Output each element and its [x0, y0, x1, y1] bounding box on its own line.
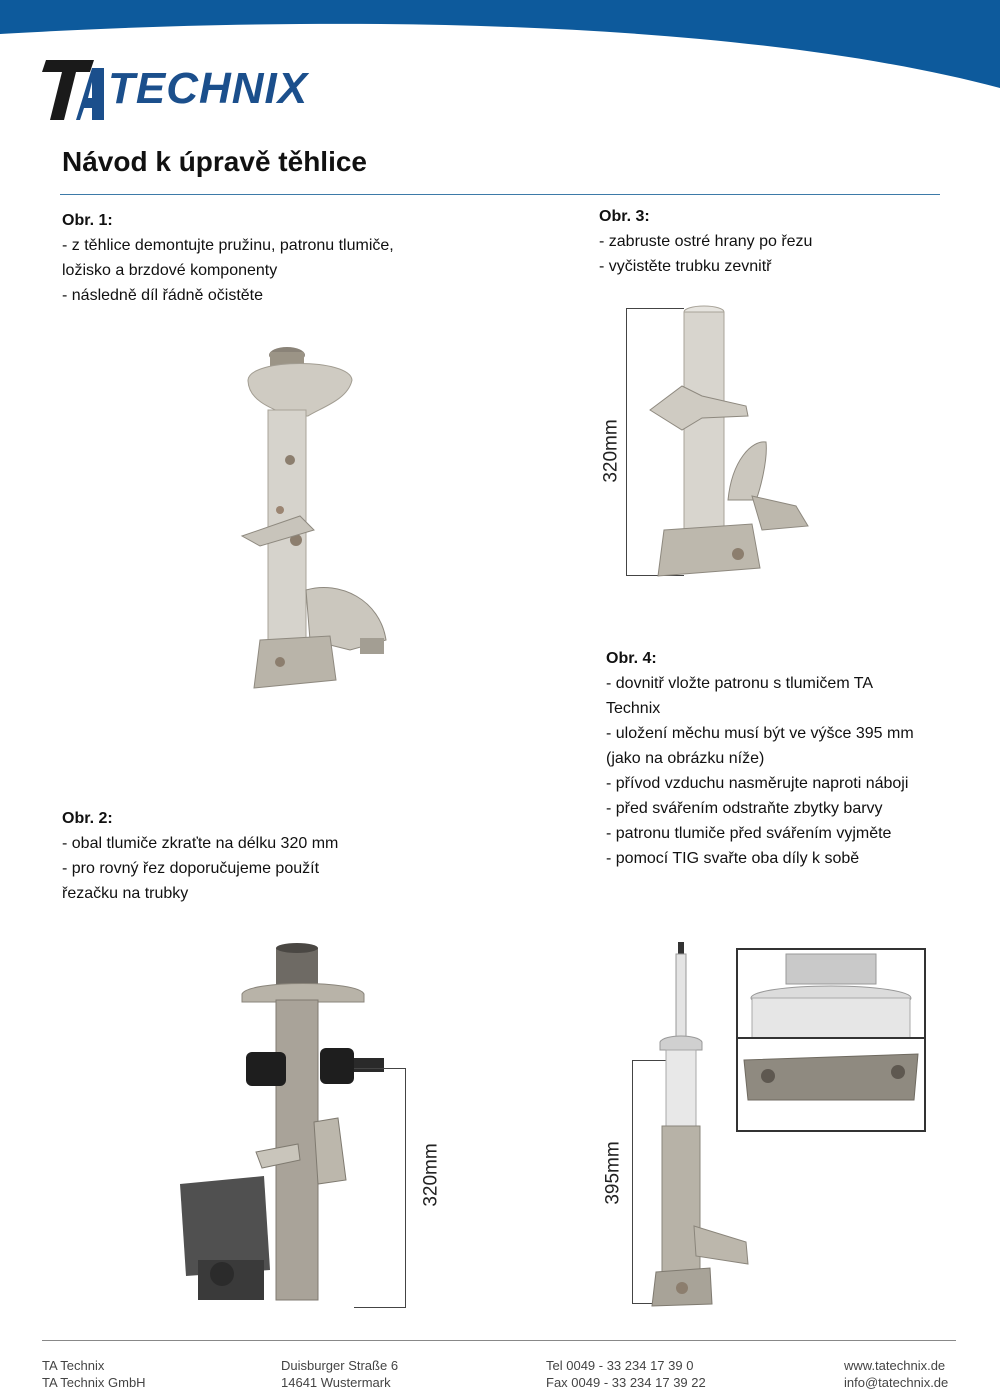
footer-line: TA Technix: [42, 1358, 105, 1373]
footer-address: [281, 1357, 398, 1391]
section-line: řezačku na trubky: [62, 885, 189, 902]
section-obr2: [62, 806, 392, 906]
ta-logo-mark: [42, 56, 108, 124]
footer-divider: [42, 1340, 956, 1341]
section-line: - přívod vzduchu nasměrujte naproti náboji: [606, 775, 909, 792]
section-label: Obr. 3:: [599, 208, 650, 225]
footer-email-link[interactable]: info@tatechnix.de: [844, 1375, 949, 1390]
section-line: - obal tlumiče zkraťte na délku 320 mm: [62, 835, 339, 852]
section-line: - následně díl řádně očistěte: [62, 287, 264, 304]
ta-technix-logo: [42, 56, 309, 126]
section-line: ložisko a brzdové komponenty: [62, 262, 278, 279]
footer-phone: [546, 1357, 706, 1391]
section-label: Obr. 2:: [62, 810, 113, 827]
footer-line: Tel 0049 - 33 234 17 39 0: [546, 1358, 694, 1373]
footer-contact: [844, 1357, 948, 1391]
section-line: - pro rovný řez doporučujeme použít: [62, 860, 320, 877]
footer-line: Duisburger Straße 6: [281, 1358, 399, 1373]
figure-obr3: [596, 300, 826, 590]
section-line: Technix: [606, 700, 661, 717]
detail-inset: [736, 948, 926, 1132]
section-line: - patronu tlumiče před svářením vyjměte: [606, 825, 892, 842]
section-line: - dovnitř vložte patronu s tlumičem TA: [606, 675, 874, 692]
section-line: - před svářením odstraňte zbytky barvy: [606, 800, 883, 817]
dimension-label: 395mm: [602, 1141, 624, 1205]
section-line: - vyčistěte trubku zevnitř: [599, 258, 772, 275]
section-line: - z těhlice demontujte pružinu, patronu tlumiče,: [62, 237, 394, 254]
section-line: (jako na obrázku níže): [606, 750, 765, 767]
section-line: - pomocí TIG svařte oba díly k sobě: [606, 850, 860, 867]
dimension-bracket: [354, 1068, 406, 1308]
section-obr3: [599, 204, 939, 279]
figure-obr2: [178, 940, 442, 1312]
title-divider: [60, 194, 940, 195]
footer-line: Fax 0049 - 33 234 17 39 22: [546, 1375, 706, 1390]
section-line: - zabruste ostré hrany po řezu: [599, 233, 813, 250]
section-obr4: [606, 646, 946, 871]
section-obr1: [62, 208, 442, 308]
strut-photo-original: [230, 340, 400, 700]
footer-website-link[interactable]: www.tatechnix.de: [844, 1358, 946, 1373]
section-line: - uložení měchu musí být ve výšce 395 mm: [606, 725, 914, 742]
logo-wordmark: TECHNIX: [108, 64, 309, 113]
footer-line: 14641 Wustermark: [281, 1375, 391, 1390]
page-title: Návod k úpravě těhlice: [62, 146, 368, 177]
footer-company: [42, 1357, 146, 1391]
section-label: Obr. 4:: [606, 650, 657, 667]
footer-line: TA Technix GmbH: [42, 1375, 146, 1390]
dimension-label: 320mm: [420, 1143, 442, 1207]
section-label: Obr. 1:: [62, 212, 113, 229]
detail-inset-photo: [738, 950, 924, 1130]
figure-obr4: [596, 938, 936, 1310]
cut-strut-photo: [642, 300, 822, 580]
dimension-label: 320mm: [600, 419, 622, 483]
